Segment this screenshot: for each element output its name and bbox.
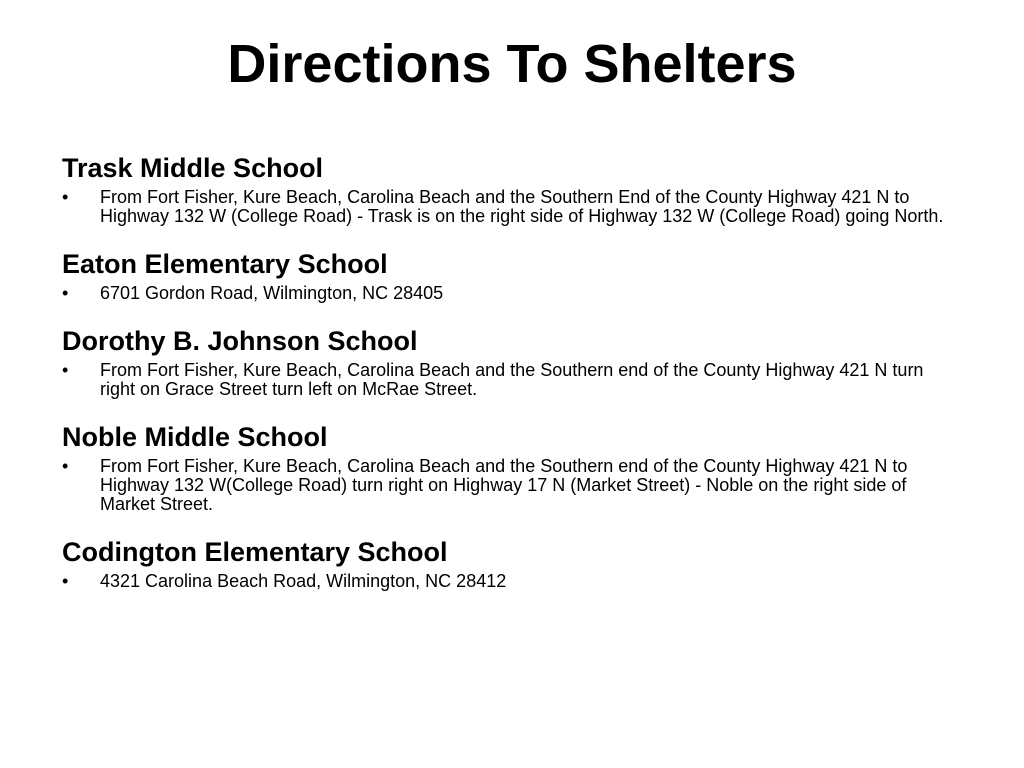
shelter-directions: From Fort Fisher, Kure Beach, Carolina Beach and the Southern End of the County Highway 421 N to Highway 132 W (College Road) - Trask is on the right side of Highway 132 W (College Road) going North. bbox=[100, 187, 944, 226]
shelter-heading: Noble Middle School bbox=[62, 422, 328, 452]
shelter-section-noble bbox=[62, 421, 962, 514]
bullet-icon: • bbox=[62, 571, 69, 591]
shelter-heading: Eaton Elementary School bbox=[62, 249, 388, 279]
bullet-icon: • bbox=[62, 283, 69, 303]
shelter-directions: From Fort Fisher, Kure Beach, Carolina Beach and the Southern end of the County Highway 421 N to Highway 132 W(College Road) turn right on Highway 17 N (Market Street) - Noble on the right side of Market Street. bbox=[100, 456, 908, 514]
shelter-address: 6701 Gordon Road, Wilmington, NC 28405 bbox=[100, 283, 444, 303]
bullet-icon: • bbox=[62, 360, 69, 380]
shelter-bullet bbox=[62, 361, 962, 399]
shelter-directions: From Fort Fisher, Kure Beach, Carolina Beach and the Southern end of the County Highway 421 N turn right on Grace Street turn left on McRae Street. bbox=[100, 360, 924, 399]
shelter-section-trask bbox=[62, 152, 962, 226]
shelter-section-codington bbox=[62, 536, 962, 591]
slide-title: Directions To Shelters bbox=[227, 34, 797, 94]
bullet-icon: • bbox=[62, 456, 69, 476]
shelter-bullet bbox=[62, 284, 962, 303]
shelter-section-johnson bbox=[62, 325, 962, 399]
shelter-section-eaton bbox=[62, 248, 962, 303]
bullet-icon: • bbox=[62, 187, 69, 207]
shelter-bullet bbox=[62, 572, 962, 591]
shelter-heading: Codington Elementary School bbox=[62, 537, 448, 567]
shelter-address: 4321 Carolina Beach Road, Wilmington, NC 28412 bbox=[100, 571, 507, 591]
shelter-heading: Trask Middle School bbox=[62, 153, 324, 183]
shelter-heading: Dorothy B. Johnson School bbox=[62, 326, 418, 356]
shelter-bullet bbox=[62, 457, 962, 514]
shelter-bullet bbox=[62, 188, 962, 226]
shelter-list bbox=[62, 152, 962, 613]
